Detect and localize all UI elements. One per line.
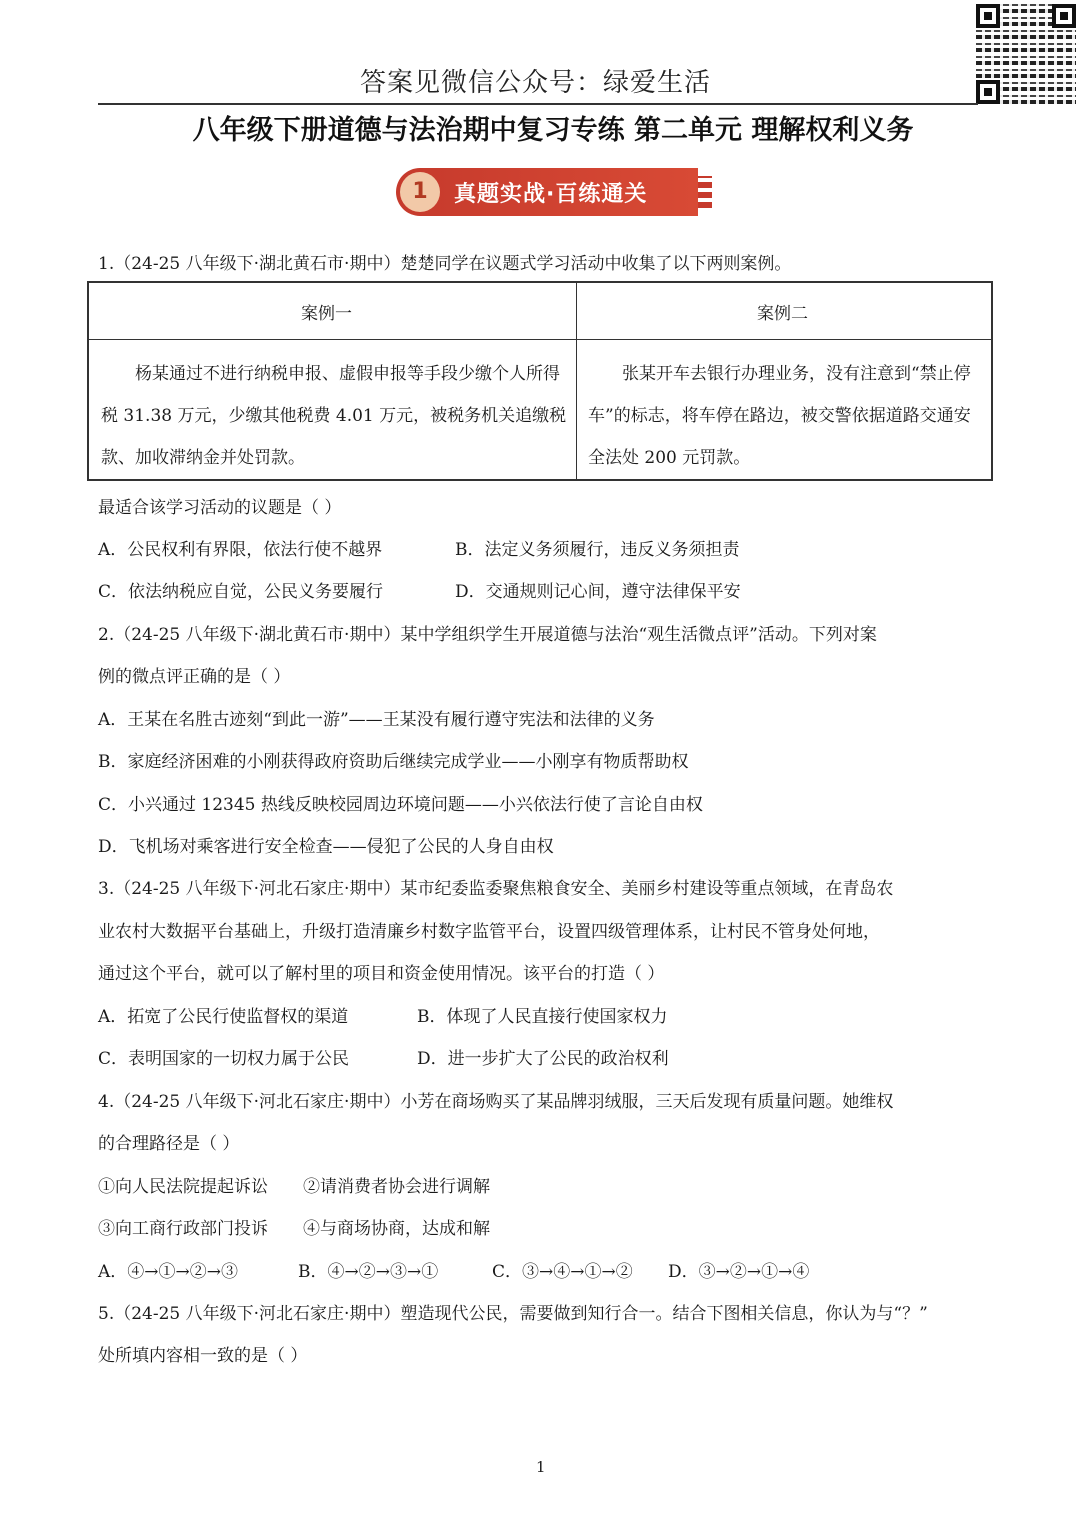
qr-finder-top-right — [1052, 4, 1076, 28]
question-5-stem-line-2: 处所填内容相一致的是（ ） — [98, 1346, 308, 1366]
case-1-text: 杨某通过不进行纳税申报、虚假申报等手段少缴个人所得税 31.38 万元，少缴其他税费 4.01 万元，被税务机关追缴税款、加收滞纳金并处罚款。 — [101, 364, 567, 468]
case-2-text: 张某开车去银行办理业务，没有注意到“禁止停车”的标志，将车停在路边，被交警依据道路交通安全法处 200 元罚款。 — [588, 364, 971, 468]
question-2-stem-line-1: 2.（24-25 八年级下·湖北黄石市·期中）某中学组织学生开展道德与法治“观生活微点评”活动。下列对案 — [98, 625, 877, 645]
question-3-stem-line-1: 3.（24-25 八年级下·河北石家庄·期中）某市纪委监委聚焦粮食安全、美丽乡村建设等重点领域，在青岛农 — [98, 879, 894, 899]
case-table — [87, 281, 993, 481]
question-4-item-4: ④与商场协商，达成和解 — [303, 1219, 490, 1239]
table-row-divider — [89, 339, 991, 340]
question-4-item-3: ③向工商行政部门投诉 — [98, 1219, 268, 1239]
banner-number: 1 — [400, 172, 440, 212]
question-2-option-d: D．飞机场对乘客进行安全检查——侵犯了公民的人身自由权 — [98, 837, 554, 857]
question-4-option-a: A．④→①→②→③ — [98, 1262, 239, 1282]
question-4-option-d: D．③→②→①→④ — [668, 1262, 810, 1282]
qr-finder-bottom-left — [976, 80, 1000, 104]
question-3-option-c: C．表明国家的一切权力属于公民 — [98, 1049, 350, 1069]
question-4-stem-line-1: 4.（24-25 八年级下·河北石家庄·期中）小芳在商场购买了某品牌羽绒服，三天后发现有质量问题。她维权 — [98, 1092, 894, 1112]
wechat-notice: 答案见微信公众号：绿爱生活 — [360, 68, 712, 98]
question-4-stem-line-2: 的合理路径是（ ） — [98, 1134, 240, 1154]
question-1-prompt: 最适合该学习活动的议题是（ ） — [98, 498, 342, 518]
question-3-option-b: B．体现了人民直接行使国家权力 — [417, 1007, 668, 1027]
case-2-cell — [588, 353, 980, 479]
question-4-option-c: C．③→④→①→② — [492, 1262, 633, 1282]
question-3-option-a: A．拓宽了公民行使监督权的渠道 — [98, 1007, 349, 1027]
question-1-stem: 1.（24-25 八年级下·湖北黄石市·期中）楚楚同学在议题式学习活动中收集了以下两则案例。 — [98, 254, 792, 274]
question-1-option-a: A．公民权利有界限，依法行使不越界 — [98, 540, 383, 560]
question-4-item-2: ②请消费者协会进行调解 — [303, 1177, 490, 1197]
header-rule — [98, 103, 978, 105]
question-2-option-a: A．王某在名胜古迹刻“到此一游”——王某没有履行遵守宪法和法律的义务 — [98, 710, 655, 730]
question-1-option-d: D．交通规则记心间，遵守法律保平安 — [455, 582, 741, 602]
question-2-option-c: C．小兴通过 12345 热线反映校园周边环境问题——小兴依法行使了言论自由权 — [98, 795, 703, 815]
case-1-header: 案例一 — [301, 304, 352, 324]
case-1-cell — [101, 353, 567, 479]
question-5-stem-line-1: 5.（24-25 八年级下·河北石家庄·期中）塑造现代公民，需要做到知行合一。结合下图相关信息，你认为与“？” — [98, 1304, 928, 1324]
page-number: 1 — [536, 1458, 546, 1476]
document-title: 八年级下册道德与法治期中复习专练 第二单元 理解权利义务 — [192, 115, 914, 146]
question-3-option-d: D．进一步扩大了公民的政治权利 — [417, 1049, 669, 1069]
question-3-stem-line-2: 业农村大数据平台基础上，升级打造清廉乡村数字监管平台，设置四级管理体系，让村民不管身处何地， — [98, 922, 880, 942]
case-2-header: 案例二 — [757, 304, 808, 324]
question-1-option-b: B．法定义务须履行，违反义务须担责 — [455, 540, 740, 560]
question-3-stem-line-3: 通过这个平台，就可以了解村里的项目和资金使用情况。该平台的打造（ ） — [98, 964, 665, 984]
question-4-option-b: B．④→②→③→① — [298, 1262, 439, 1282]
question-2-option-b: B．家庭经济困难的小刚获得政府资助后继续完成学业——小刚享有物质帮助权 — [98, 752, 689, 772]
qr-code — [976, 4, 1076, 104]
question-1-option-c: C．依法纳税应自觉，公民义务要履行 — [98, 582, 384, 602]
question-2-stem-line-2: 例的微点评正确的是（ ） — [98, 667, 291, 687]
qr-finder-top-left — [976, 4, 1000, 28]
section-banner — [396, 168, 698, 216]
question-4-item-1: ①向人民法院提起诉讼 — [98, 1177, 268, 1197]
table-column-divider — [576, 283, 577, 479]
banner-text: 真题实战·百练通关 — [454, 182, 648, 207]
